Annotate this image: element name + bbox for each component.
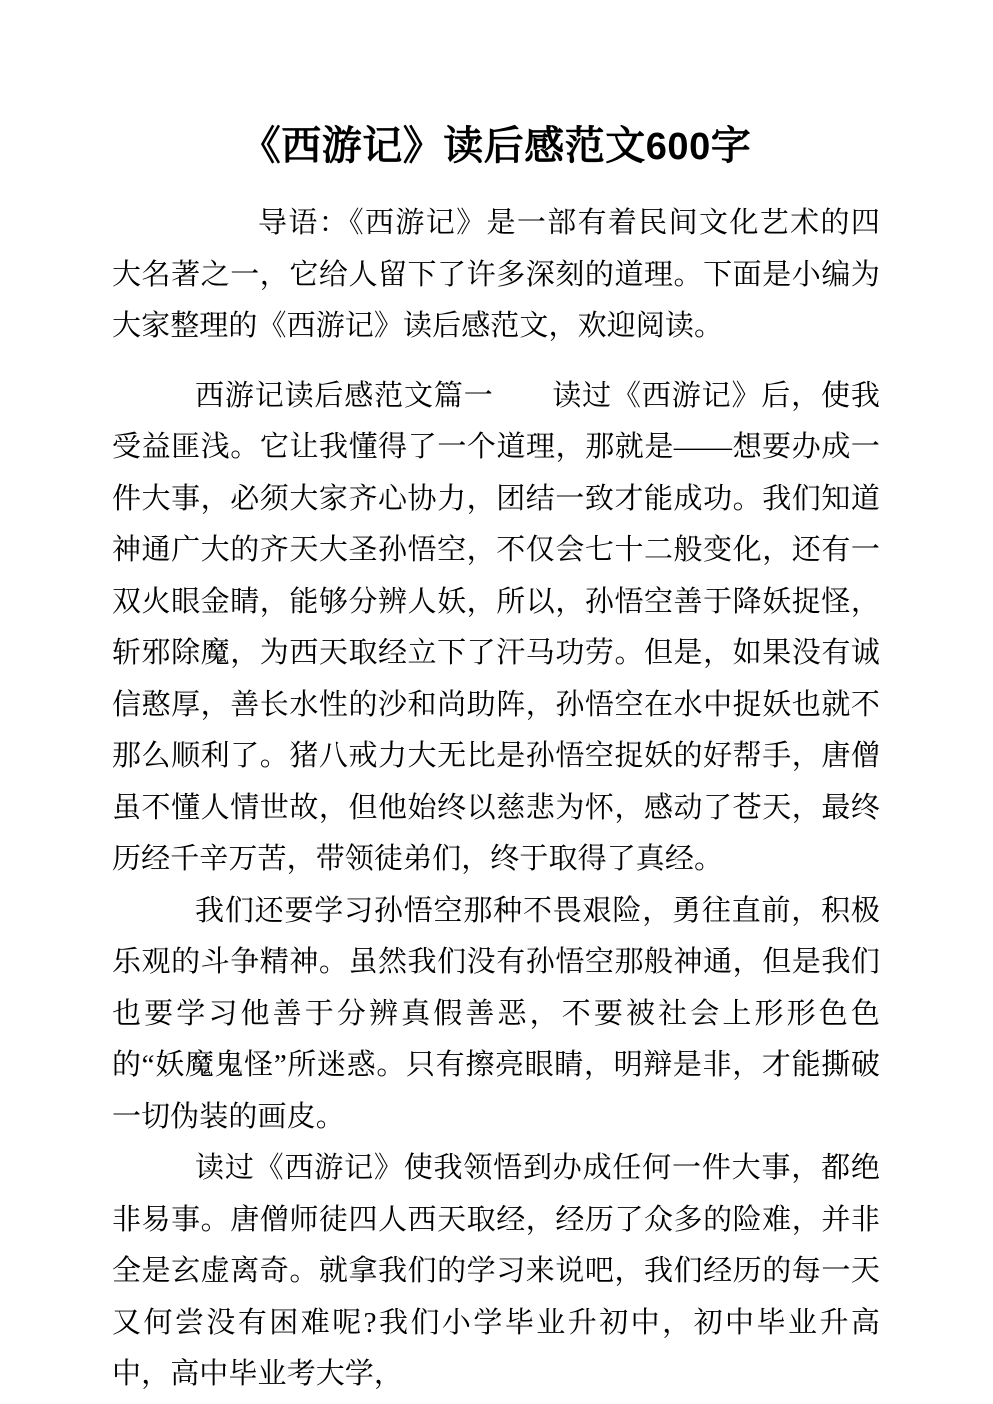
page-title-prefix: 《西游记》读后感范文 [240, 123, 646, 168]
paragraph-lead-text: 导语：《西游记》是一部有着民间文化艺术的四大名著之一，它给人留下了许多深刻的道理。下面是小编为大家整理的《西游记》读后感范文，欢迎阅读。 [112, 207, 880, 342]
page-title-suffix: 字 [710, 123, 752, 168]
paragraph-body-1 [112, 353, 880, 886]
paragraph-body-2 [112, 886, 880, 1144]
paragraph-body-3-text: 读过《西游记》使我领悟到办成任何一件大事，都绝非易事。唐僧师徒四人西天取经，经历了众多的险难，并非全是玄虚离奇。就拿我们的学习来说吧，我们经历的每一天又何尝没有困难呢?我们小学毕业升初中，初中毕业升高中，高中毕业考大学， [112, 1152, 880, 1390]
section-label: 西游记读后感范文篇一 [195, 379, 494, 412]
paragraph-body-3 [112, 1143, 880, 1401]
page-title-word-count: 600 [645, 126, 711, 168]
document-text-column [112, 0, 880, 1401]
paragraph-lead [112, 175, 880, 353]
paragraph-body-1-text: 读过《西游记》后，使我受益匪浅。它让我懂得了一个道理，那就是——想要办成一件大事，必须大家齐心协力，团结一致才能成功。我们知道神通广大的齐天大圣孙悟空，不仅会七十二般变化，还有一双火眼金睛，能够分辨人妖，所以，孙悟空善于降妖捉怪，斩邪除魔，为西天取经立下了汗马功劳。但是，如果没有诚信憨厚，善长水性的沙和尚助阵，孙悟空在水中捉妖也就不那么顺利了。猪八戒力大无比是孙悟空捉妖的好帮手，唐僧虽不懂人情世故，但他始终以慈悲为怀，感动了苍天，最终历经千辛万苦，带领徒弟们，终于取得了真经。 [112, 379, 880, 875]
page-title [112, 0, 880, 175]
paragraph-body-2-text: 我们还要学习孙悟空那种不畏艰险，勇往直前，积极乐观的斗争精神。虽然我们没有孙悟空那般神通，但是我们也要学习他善于分辨真假善恶，不要被社会上形形色色的“妖魔鬼怪”所迷惑。只有擦亮眼睛，明辩是非，才能撕破一切伪装的画皮。 [112, 894, 880, 1133]
